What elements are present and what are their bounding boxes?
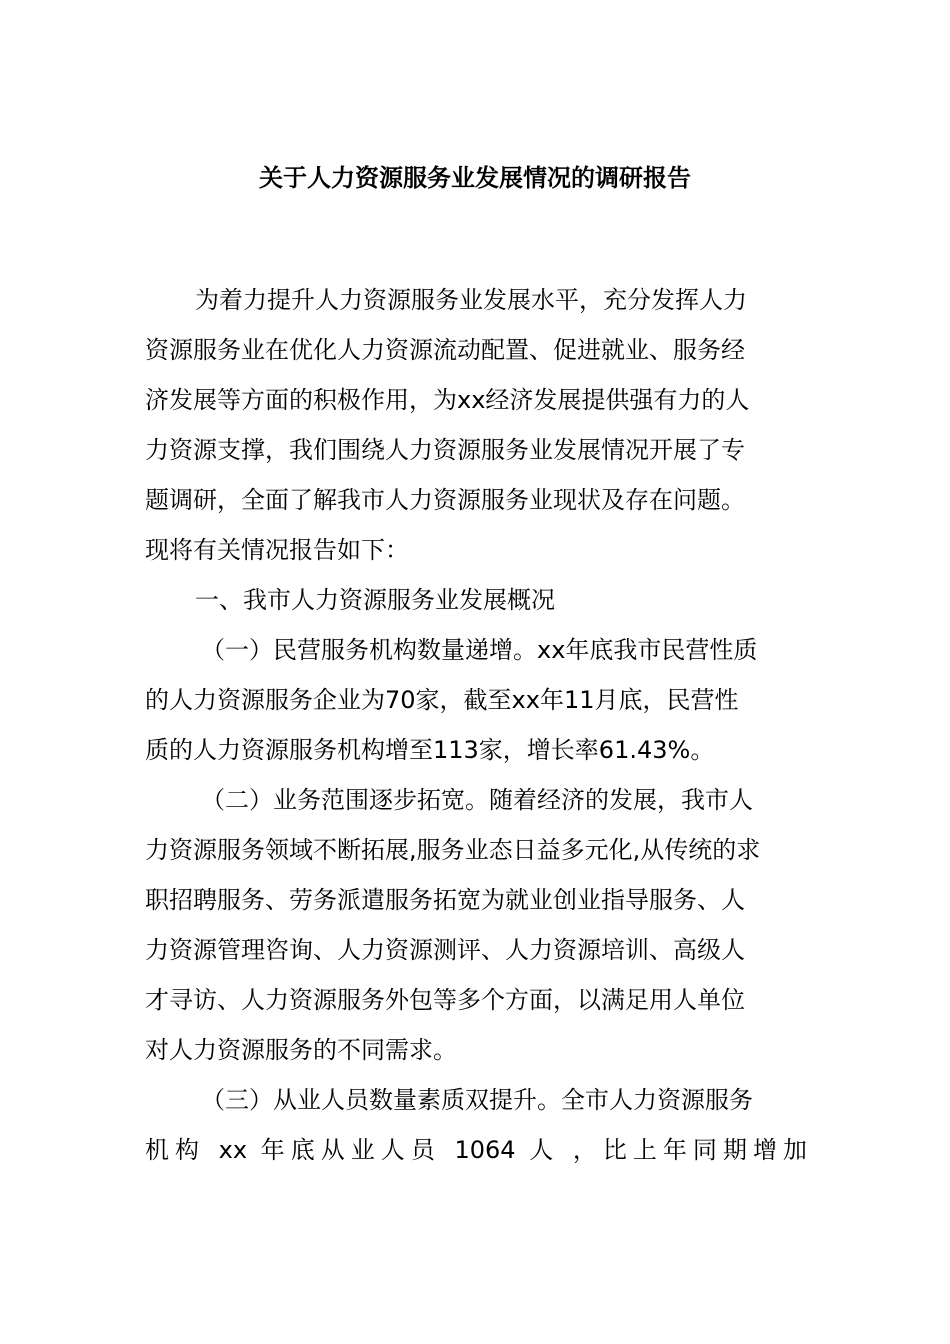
paragraph-line: 现将有关情况报告如下： [145, 536, 409, 564]
subsection-line: （三）从业人员数量素质双提升。全市人力资源服务 [201, 1086, 753, 1114]
section-heading: 一、我市人力资源服务业发展概况 [195, 586, 555, 614]
paragraph-line: 机构 xx 年底从业人员 1064 人 ，比上年同期增加 [145, 1136, 807, 1164]
paragraph-line: 职招聘服务、劳务派遣服务拓宽为就业创业指导服务、人 [145, 886, 745, 914]
subsection-line: （二）业务范围逐步拓宽。随着经济的发展，我市人 [201, 786, 753, 814]
paragraph-line: 质的人力资源服务机构增至113家，增长率61.43%。 [145, 736, 715, 764]
paragraph-line: 为着力提升人力资源服务业发展水平，充分发挥人力 [195, 286, 747, 314]
paragraph-line: 题调研，全面了解我市人力资源服务业现状及存在问题。 [145, 486, 745, 514]
paragraph-line: 才寻访、人力资源服务外包等多个方面，以满足用人单位 [145, 986, 745, 1014]
paragraph-line: 力资源支撑，我们围绕人力资源服务业发展情况开展了专 [145, 436, 745, 464]
document-title: 关于人力资源服务业发展情况的调研报告 [259, 164, 691, 192]
paragraph-line: 的人力资源服务企业为70家，截至xx年11月底，民营性 [145, 686, 739, 714]
subsection-line: （一）民营服务机构数量递增。xx年底我市民营性质 [201, 636, 758, 664]
paragraph-line: 力资源服务领域不断拓展,服务业态日益多元化,从传统的求 [145, 836, 761, 864]
paragraph-line: 济发展等方面的积极作用，为xx经济发展提供强有力的人 [145, 386, 750, 414]
paragraph-line: 资源服务业在优化人力资源流动配置、促进就业、服务经 [145, 336, 745, 364]
paragraph-line: 对人力资源服务的不同需求。 [145, 1036, 457, 1064]
paragraph-line: 力资源管理咨询、人力资源测评、人力资源培训、高级人 [145, 936, 745, 964]
